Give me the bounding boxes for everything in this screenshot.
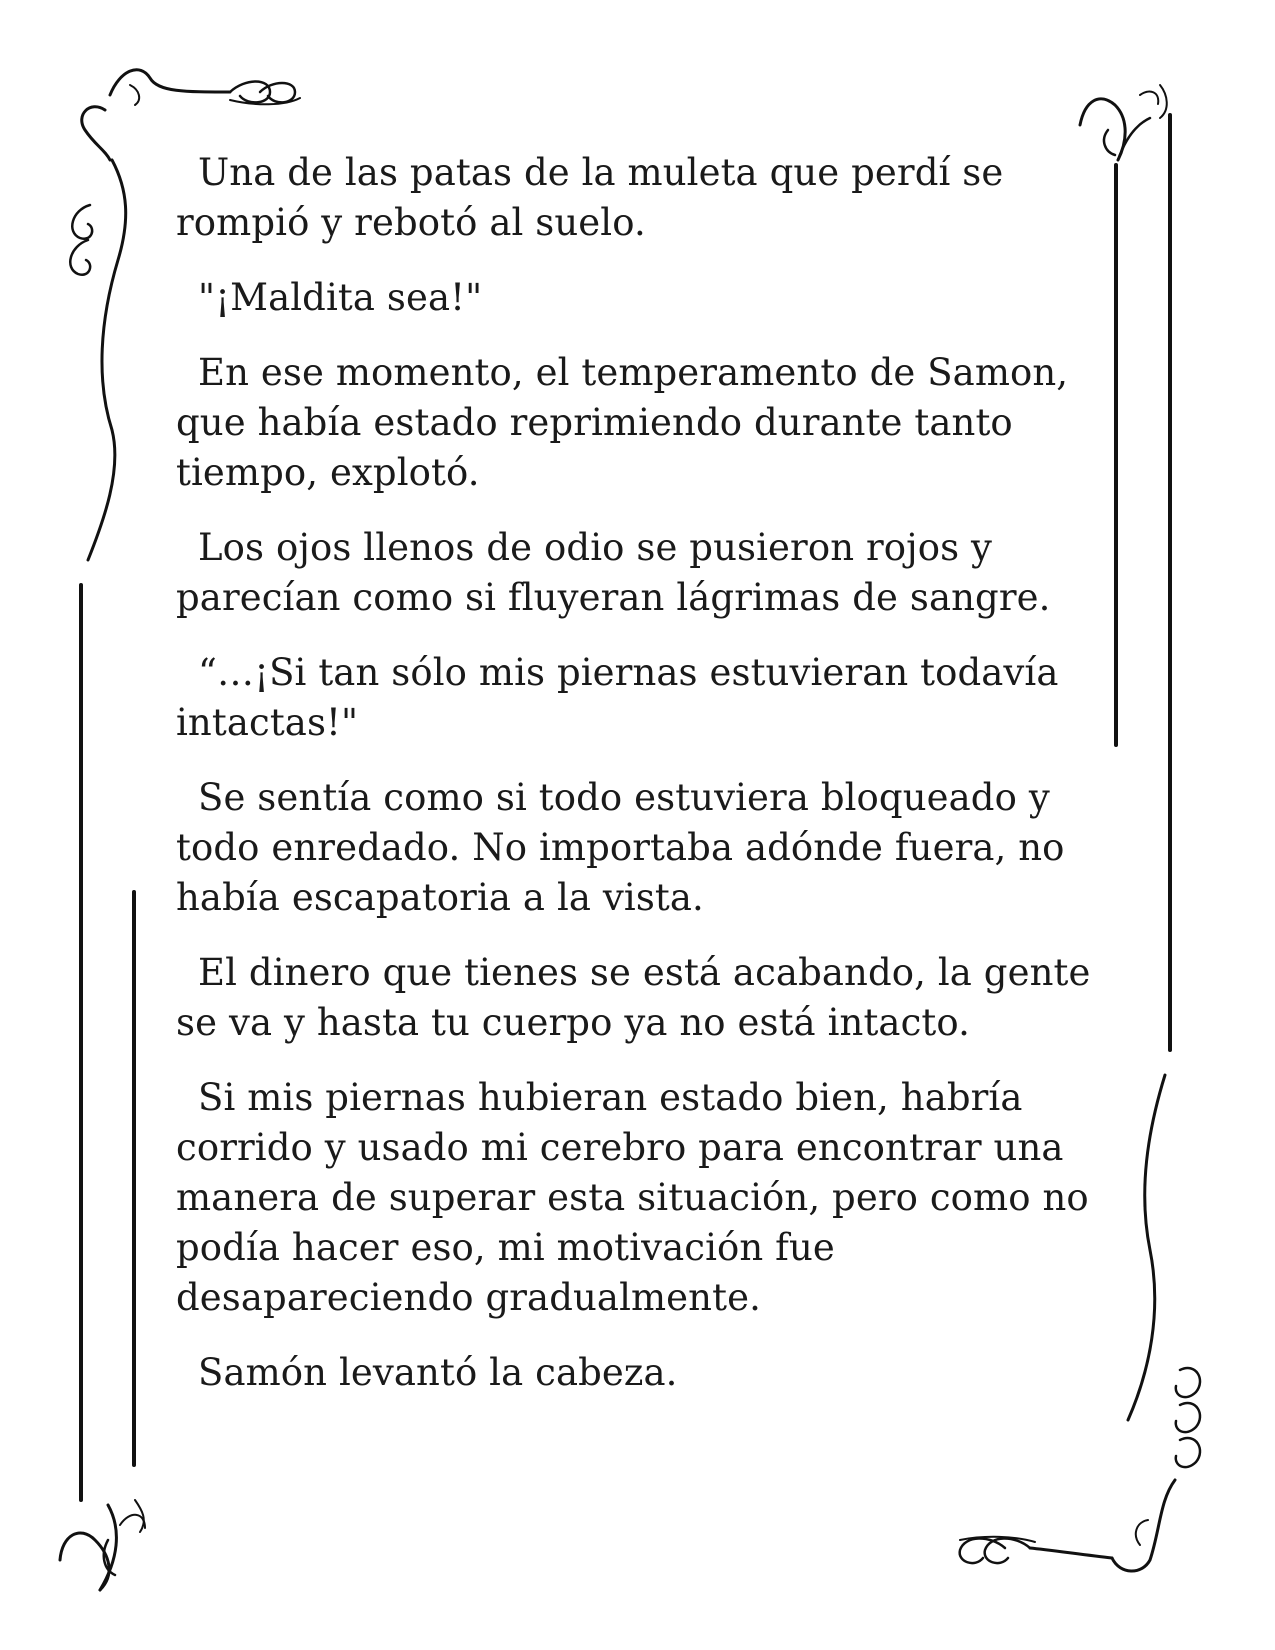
paragraph-4: Los ojos llenos de odio se pusieron rojos y parecían como si fluyeran lágrimas de sangre. (176, 526, 1051, 619)
paragraph-7: El dinero que tienes se está acabando, la gente se va y hasta tu cuerpo ya no está intacto. (176, 951, 1091, 1044)
paragraph-5: “…¡Si tan sólo mis piernas estuvieran todavía intactas!" (176, 651, 1059, 744)
paragraph-8: Si mis piernas hubieran estado bien, habría corrido y usado mi cerebro para encontrar una manera de superar esta situación, pero como no podía hacer eso, mi motivación fue desapareciendo gradualmente. (176, 1076, 1089, 1319)
paragraph-9: Samón levantó la cabeza. (198, 1351, 678, 1394)
paragraph-2: "¡Maldita sea!" (198, 276, 483, 319)
paragraph-6: Se sentía como si todo estuviera bloqueado y todo enredado. No importaba adónde fuera, no había escapatoria a la vista. (176, 776, 1065, 919)
paragraph-3: En ese momento, el temperamento de Samon, que había estado reprimiendo durante tanto tiempo, explotó. (176, 351, 1069, 494)
bottom-left-flourish-icon (60, 1500, 145, 1590)
paragraph-1: Una de las patas de la muleta que perdí se rompió y rebotó al suelo. (176, 151, 1004, 244)
document-body (176, 148, 1106, 1423)
